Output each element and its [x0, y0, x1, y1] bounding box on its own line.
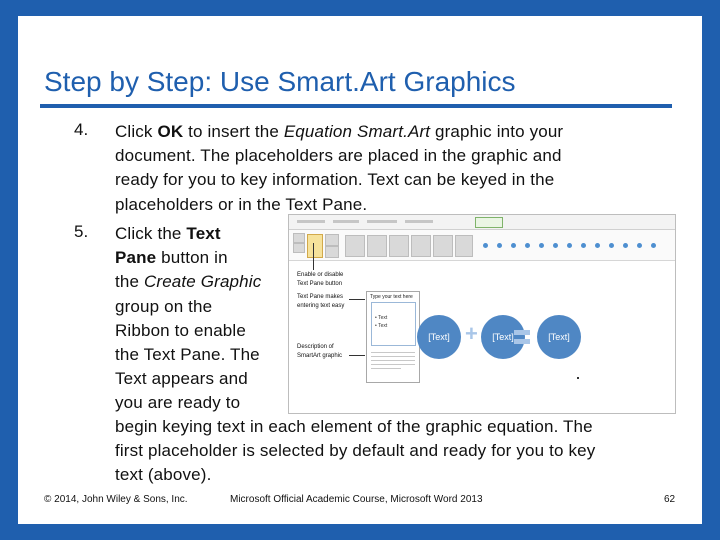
step-5-text-part: button in — [156, 248, 228, 268]
equals-bar — [514, 339, 530, 344]
equation-shape-3[interactable]: [Text] — [537, 315, 581, 359]
callout-arrow — [349, 299, 365, 300]
step-5-line-8: you are ready to — [115, 393, 241, 413]
equation-shape-2[interactable]: [Text] — [481, 315, 525, 359]
step-4-text-part: to insert the — [183, 122, 284, 141]
layout-gallery-item — [433, 235, 453, 257]
step-4-number: 4. — [74, 120, 89, 139]
step-4-text-part: graphic into your — [430, 122, 564, 141]
step-5-text-narrow — [115, 222, 295, 416]
ribbon-tab-bar — [289, 215, 675, 230]
callout-line: entering text easy — [297, 303, 345, 309]
text-pane-description-line — [371, 364, 415, 365]
plus-operator: + — [465, 321, 478, 346]
text-pane-entry-box[interactable] — [371, 302, 416, 346]
layout-gallery-item — [389, 235, 409, 257]
text-pane-bullet[interactable]: • Text — [375, 315, 388, 321]
callout-line: SmartArt graphic — [297, 353, 343, 359]
step-4-line-1 — [115, 120, 675, 144]
style-swatch — [595, 243, 600, 248]
cursor-dot — [577, 377, 579, 379]
callout-text-pane — [297, 293, 344, 311]
text-pane-bullet-text: Text — [378, 315, 388, 321]
footer-course: Microsoft Official Academic Course, Microsoft Word 2013 — [230, 494, 483, 505]
style-swatch — [651, 243, 656, 248]
style-swatch — [609, 243, 614, 248]
style-swatch — [637, 243, 642, 248]
smartart-ribbon — [289, 230, 675, 261]
step-4-text-part: Click — [115, 122, 158, 141]
step-5-line-4: group on the — [115, 296, 213, 316]
text-pane-description-line — [371, 368, 401, 369]
step-5-create-graphic-italic: Create Graphic — [143, 272, 262, 292]
text-pane-description-line — [371, 360, 415, 361]
add-bullet-button — [293, 243, 305, 253]
step-5-text-bold: Text — [186, 224, 221, 243]
layout-gallery-item — [411, 235, 431, 257]
equation-shape-1[interactable]: [Text] — [417, 315, 461, 359]
ribbon-tab — [297, 220, 325, 223]
callout-line: Enable or disable — [297, 272, 344, 278]
step-5-line-9: begin keying text in each element of the graphic equation. The — [115, 417, 593, 436]
callout-text-pane-button — [297, 271, 343, 289]
style-swatch — [553, 243, 558, 248]
change-colors-button — [455, 235, 473, 257]
ribbon-tab — [405, 220, 433, 223]
step-4-line-3: ready for you to key information. Text can be keyed in the — [115, 170, 555, 190]
style-swatch — [581, 243, 586, 248]
equals-operator — [514, 330, 530, 344]
step-5-line-2 — [115, 246, 295, 270]
layout-gallery-item — [367, 235, 387, 257]
step-5-line-10: first placeholder is selected by default and ready for you to key — [115, 441, 596, 461]
style-swatch — [483, 243, 488, 248]
step-5-number: 5. — [74, 222, 89, 241]
text-pane-description-line — [371, 352, 415, 353]
step-5-line-5: Ribbon to enable — [115, 320, 246, 340]
text-pane-button — [307, 234, 323, 258]
step-4-line-2: document. The placeholders are placed in the graphic and — [115, 146, 562, 166]
footer-copyright: © 2014, John Wiley & Sons, Inc. — [44, 494, 188, 505]
title-rule — [40, 104, 672, 108]
add-shape-button — [293, 233, 305, 243]
step-5-line-6: the Text Pane. The — [115, 345, 260, 365]
ribbon-tab — [367, 220, 397, 223]
callout-line: Description of — [297, 344, 334, 350]
callout-line: Text Pane button — [297, 281, 343, 287]
slide-title: Step by Step: Use Smart.Art Graphics — [44, 66, 516, 97]
step-4-text — [115, 120, 675, 217]
text-pane[interactable] — [366, 291, 420, 383]
word-smartart-screenshot — [288, 214, 676, 414]
text-pane-title: Type your text here — [370, 294, 413, 300]
style-swatch — [623, 243, 628, 248]
step-4-ok-bold: OK — [157, 122, 184, 141]
style-swatch — [525, 243, 530, 248]
step-5-line-11: text (above). — [115, 465, 212, 485]
callout-arrow — [313, 243, 314, 270]
step-5-pane-bold: Pane — [115, 248, 157, 268]
text-pane-description-line — [371, 356, 415, 357]
promote-button — [325, 234, 339, 246]
step-5-text-part: the — [115, 272, 144, 292]
ribbon-tab — [333, 220, 359, 223]
step-5-text-wide — [115, 415, 685, 488]
style-swatch — [511, 243, 516, 248]
callout-description — [297, 343, 342, 361]
step-5-text-part: Click the — [115, 224, 187, 243]
text-pane-bullet[interactable]: • Text — [375, 323, 388, 329]
step-4-line-4: placeholders or in the Text Pane. — [115, 194, 368, 214]
layout-gallery-item — [345, 235, 365, 257]
smartart-tools-tab — [475, 217, 503, 228]
step-5-line-7: Text appears and — [115, 369, 248, 389]
equals-bar — [514, 330, 530, 335]
callout-arrow — [349, 355, 365, 356]
style-swatch — [567, 243, 572, 248]
step-4-equation-italic: Equation Smart.Art — [283, 122, 431, 141]
step-5-line-3 — [115, 270, 295, 294]
style-swatch — [539, 243, 544, 248]
demote-button — [325, 246, 339, 258]
step-5-line-1 — [115, 222, 295, 246]
style-swatch — [497, 243, 502, 248]
text-pane-bullet-text: Text — [378, 323, 388, 329]
callout-line: Text Pane makes — [297, 294, 344, 300]
footer-page-number: 62 — [664, 494, 676, 505]
